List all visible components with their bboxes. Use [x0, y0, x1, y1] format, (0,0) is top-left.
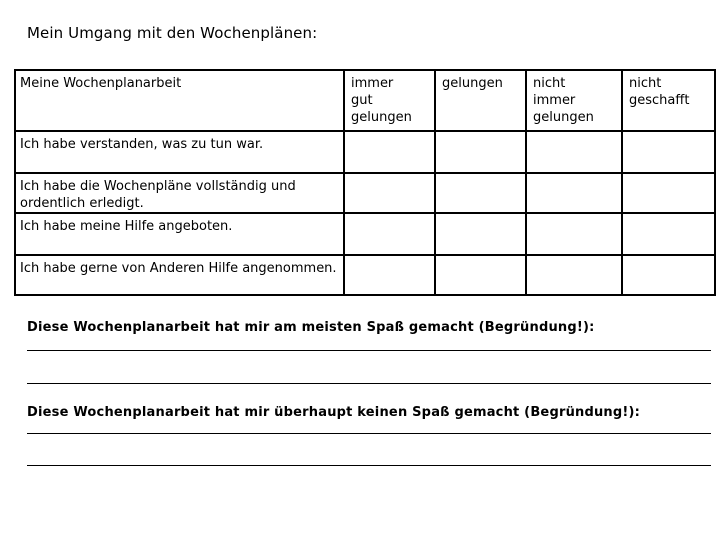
- header-rating-nicht-geschafft: nicht geschafft: [622, 70, 715, 131]
- least-fun-prompt: Diese Wochenplanarbeit hat mir überhaupt keinen Spaß gemacht (Begründung!):: [27, 405, 641, 420]
- answer-line-least-fun-1[interactable]: [27, 433, 711, 434]
- rating-cell-immer-gut-gelungen[interactable]: [344, 131, 435, 173]
- self-assessment-table: [14, 69, 716, 296]
- table-row: [15, 213, 715, 255]
- rating-cell-gelungen[interactable]: [435, 173, 526, 213]
- rating-cell-immer-gut-gelungen[interactable]: [344, 173, 435, 213]
- answer-line-most-fun-1[interactable]: [27, 350, 711, 351]
- answer-line-most-fun-2[interactable]: [27, 383, 711, 384]
- row-statement: Ich habe verstanden, was zu tun war.: [15, 131, 344, 173]
- rating-cell-nicht-geschafft[interactable]: [622, 173, 715, 213]
- rating-cell-gelungen[interactable]: [435, 213, 526, 255]
- rating-cell-nicht-immer-gelungen[interactable]: [526, 213, 622, 255]
- header-rating-gelungen: gelungen: [435, 70, 526, 131]
- rating-cell-nicht-immer-gelungen[interactable]: [526, 255, 622, 295]
- rating-cell-nicht-immer-gelungen[interactable]: [526, 173, 622, 213]
- rating-cell-immer-gut-gelungen[interactable]: [344, 213, 435, 255]
- table-row: [15, 255, 715, 295]
- rating-cell-nicht-geschafft[interactable]: [622, 255, 715, 295]
- most-fun-prompt: Diese Wochenplanarbeit hat mir am meisten Spaß gemacht (Begründung!):: [27, 320, 595, 335]
- header-rating-nicht-immer-gelungen: nicht immer gelungen: [526, 70, 622, 131]
- rating-cell-gelungen[interactable]: [435, 255, 526, 295]
- row-statement: Ich habe die Wochenpläne vollständig und ordentlich erledigt.: [15, 173, 344, 213]
- rating-cell-nicht-geschafft[interactable]: [622, 131, 715, 173]
- row-statement: Ich habe gerne von Anderen Hilfe angenommen.: [15, 255, 344, 295]
- rating-cell-immer-gut-gelungen[interactable]: [344, 255, 435, 295]
- row-statement: Ich habe meine Hilfe angeboten.: [15, 213, 344, 255]
- table-row: [15, 131, 715, 173]
- rating-cell-gelungen[interactable]: [435, 131, 526, 173]
- rating-cell-nicht-geschafft[interactable]: [622, 213, 715, 255]
- page-title: Mein Umgang mit den Wochenplänen:: [27, 24, 318, 42]
- header-activity: Meine Wochenplanarbeit: [15, 70, 344, 131]
- rating-cell-nicht-immer-gelungen[interactable]: [526, 131, 622, 173]
- table-row: [15, 173, 715, 213]
- header-rating-immer-gut-gelungen: immer gut gelungen: [344, 70, 435, 131]
- table-header-row: [15, 70, 715, 131]
- answer-line-least-fun-2[interactable]: [27, 465, 711, 466]
